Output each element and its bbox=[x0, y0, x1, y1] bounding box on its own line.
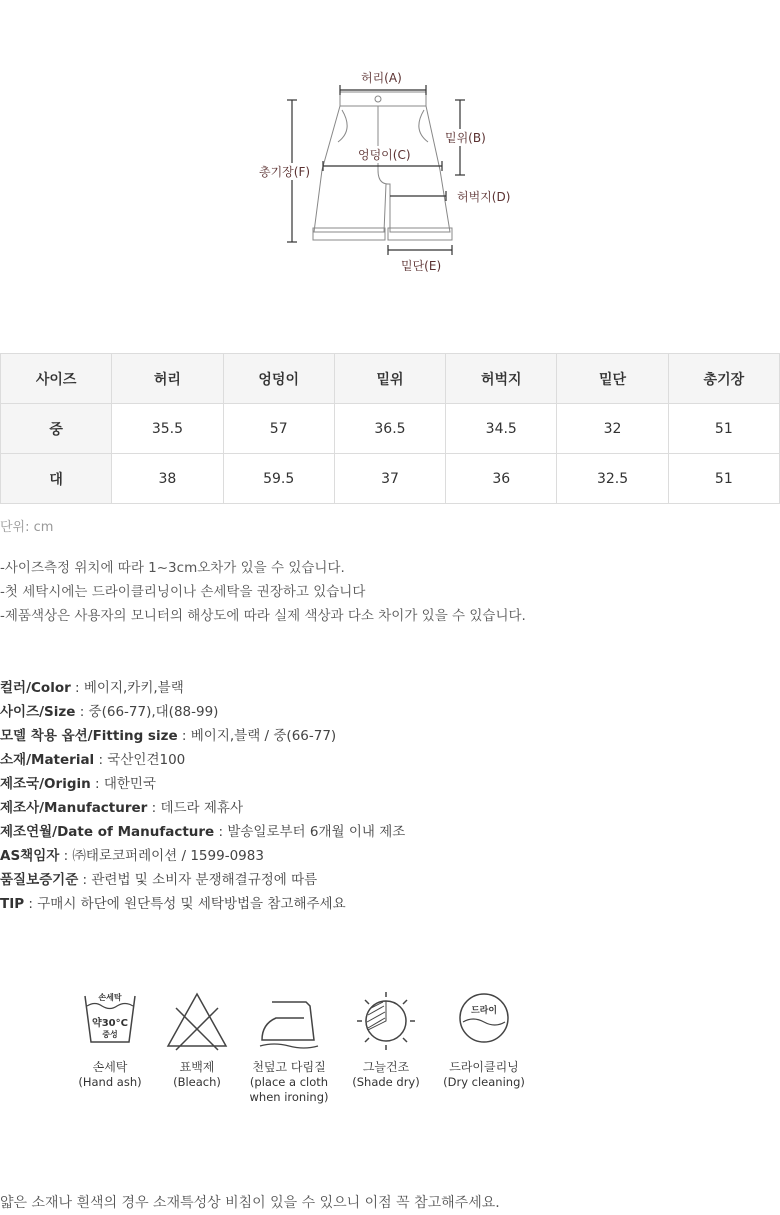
care-label-ko: 그늘건조 bbox=[362, 1060, 410, 1074]
note-line: -사이즈측정 위치에 따라 1~3cm오차가 있을 수 있습니다. bbox=[0, 560, 345, 576]
info-row-color bbox=[0, 676, 405, 700]
care-label-en: (Bleach) bbox=[173, 1075, 221, 1089]
info-value: : 데드라 제휴사 bbox=[147, 800, 244, 816]
info-label: TIP bbox=[0, 896, 25, 912]
care-label-ko: 손세탁 bbox=[92, 1060, 128, 1074]
info-value: : 발송일로부터 6개월 이내 제조 bbox=[214, 824, 406, 840]
info-value: : 관련법 및 소비자 분쟁해결규정에 따름 bbox=[78, 872, 318, 888]
table-row bbox=[1, 404, 780, 454]
note-line: -제품색상은 사용자의 모니터의 해상도에 따라 실제 색상과 다소 차이가 있을 수 있습니다. bbox=[0, 608, 526, 624]
table-cell: 59.5 bbox=[223, 454, 334, 504]
col-header: 허벅지 bbox=[446, 354, 557, 404]
info-label: 제조연월/Date of Manufacture bbox=[0, 824, 215, 840]
info-label: 제조사/Manufacturer bbox=[0, 800, 148, 816]
hand-wash-icon bbox=[75, 988, 145, 1054]
info-label: 품질보증기준 bbox=[0, 872, 79, 888]
row-size-label: 대 bbox=[1, 454, 112, 504]
care-label-ko: 표백제 bbox=[179, 1060, 215, 1074]
table-cell: 36 bbox=[446, 454, 557, 504]
col-header: 사이즈 bbox=[1, 354, 112, 404]
col-header: 허리 bbox=[112, 354, 223, 404]
product-info bbox=[0, 676, 405, 916]
table-cell: 38 bbox=[112, 454, 223, 504]
table-cell: 36.5 bbox=[334, 404, 445, 454]
care-label-en: (Shade dry) bbox=[352, 1075, 420, 1089]
info-row-material bbox=[0, 748, 405, 772]
col-header: 밑위 bbox=[334, 354, 445, 404]
label-hip-c: 엉덩이(C) bbox=[358, 148, 411, 162]
size-table-header-row bbox=[1, 354, 780, 404]
care-label-ko: 천덮고 다림질 bbox=[252, 1060, 326, 1074]
tub-temp-text: 약30°C bbox=[92, 1018, 128, 1029]
info-label: 제조국/Origin bbox=[0, 776, 91, 792]
info-row-as bbox=[0, 844, 405, 868]
care-shade-dry bbox=[336, 988, 436, 1090]
measurement-notes bbox=[0, 556, 526, 628]
care-bleach bbox=[147, 988, 247, 1090]
info-row-manufacturer bbox=[0, 796, 405, 820]
table-cell: 37 bbox=[334, 454, 445, 504]
care-label-en: (Dry cleaning) bbox=[443, 1075, 525, 1089]
col-header: 총기장 bbox=[668, 354, 779, 404]
care-symbols bbox=[70, 988, 540, 1118]
info-row-origin bbox=[0, 772, 405, 796]
size-diagram bbox=[250, 60, 530, 290]
row-size-label: 중 bbox=[1, 404, 112, 454]
info-row-date bbox=[0, 820, 405, 844]
shade-dry-icon bbox=[351, 988, 421, 1054]
info-label: 모델 착용 옵션/Fitting size bbox=[0, 728, 178, 744]
note-line: -첫 세탁시에는 드라이클리닝이나 손세탁을 권장하고 있습니다 bbox=[0, 584, 366, 600]
col-header: 밑단 bbox=[557, 354, 668, 404]
label-hem-e: 밑단(E) bbox=[401, 259, 442, 273]
info-value: : 구매시 하단에 원단특성 및 세탁방법을 참고해주세요 bbox=[24, 896, 346, 912]
info-label: 소재/Material bbox=[0, 752, 95, 768]
care-iron bbox=[239, 988, 339, 1105]
care-label-en: when ironing) bbox=[249, 1090, 329, 1104]
label-waist-a: 허리(A) bbox=[361, 71, 402, 85]
label-length-f: 총기장(F) bbox=[259, 165, 311, 179]
info-label: 컬러/Color bbox=[0, 680, 71, 696]
iron-with-cloth-icon bbox=[254, 988, 324, 1054]
table-row bbox=[1, 454, 780, 504]
dry-clean-icon bbox=[449, 988, 519, 1054]
info-row-tip bbox=[0, 892, 405, 916]
size-table bbox=[0, 353, 780, 504]
unit-note: 단위: cm bbox=[0, 520, 54, 535]
info-row-quality bbox=[0, 868, 405, 892]
care-hand-wash bbox=[60, 988, 160, 1090]
care-label-ko: 드라이클리닝 bbox=[449, 1060, 519, 1074]
table-cell: 51 bbox=[668, 404, 779, 454]
table-cell: 32.5 bbox=[557, 454, 668, 504]
dry-clean-badge-text: 드라이 bbox=[470, 1006, 498, 1016]
info-row-fitting bbox=[0, 724, 405, 748]
care-label-en: (place a cloth bbox=[249, 1075, 329, 1089]
table-cell: 32 bbox=[557, 404, 668, 454]
info-value: : 중(66-77),대(88-99) bbox=[75, 704, 219, 720]
info-value: : 베이지,카키,블랙 bbox=[70, 680, 184, 696]
table-cell: 57 bbox=[223, 404, 334, 454]
care-dry-clean bbox=[434, 988, 534, 1090]
tub-neutral-text: 중성 bbox=[102, 1030, 118, 1039]
col-header: 엉덩이 bbox=[223, 354, 334, 404]
info-row-size bbox=[0, 700, 405, 724]
table-cell: 51 bbox=[668, 454, 779, 504]
label-rise-b: 밑위(B) bbox=[445, 131, 486, 145]
info-value: : 대한민국 bbox=[90, 776, 157, 792]
no-bleach-icon bbox=[162, 988, 232, 1054]
info-value: : 베이지,블랙 / 중(66-77) bbox=[177, 728, 337, 744]
info-label: 사이즈/Size bbox=[0, 704, 76, 720]
fabric-notice: 얇은 소재나 흰색의 경우 소재특성상 비침이 있을 수 있으니 이점 꼭 참고해주세요. bbox=[0, 1195, 500, 1211]
info-value: : ㈜태로코퍼레이션 / 1599-0983 bbox=[59, 848, 264, 864]
tub-top-text: 손세탁 bbox=[98, 993, 122, 1002]
table-cell: 34.5 bbox=[446, 404, 557, 454]
table-cell: 35.5 bbox=[112, 404, 223, 454]
care-label-en: (Hand ash) bbox=[78, 1075, 142, 1089]
info-label: AS책임자 bbox=[0, 848, 60, 864]
label-thigh-d: 허벅지(D) bbox=[457, 190, 511, 204]
info-value: : 국산인견100 bbox=[94, 752, 186, 768]
